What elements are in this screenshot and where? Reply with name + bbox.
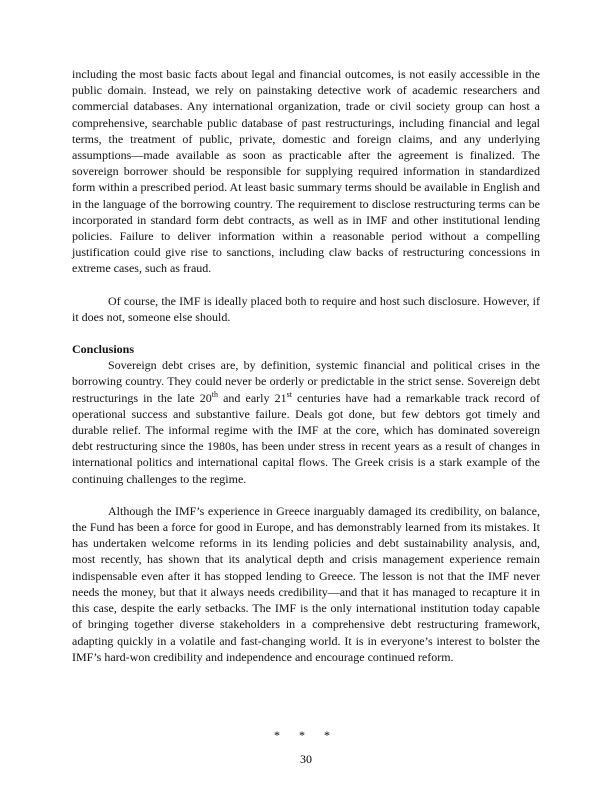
paragraph-imf-placement: Of course, the IMF is ideally placed both to require and host such disclosure. However, if it does not, someone else should. [72, 293, 540, 324]
paragraph-disclosure: including the most basic facts about legal and financial outcomes, is not easily accessible in the public domain. Instead, we rely on painstaking detective work of academic researchers and commercial databases. Any international organization, trade or civil society group can host a comprehensive, searchable public database of past restructurings, including financial and legal terms, the treatment of public, private, domestic and foreign claims, and any underlying assumptions—made available as soon as practicable after the agreement is finalized. The sovereign borrower should be responsible for supplying required information in standardized form within a prescribed period. At least basic summary terms should be available in English and in the language of the borrowing country. The requirement to disclose restructuring terms can be incorporated in standard form debt contracts, as well as in IMF and other institutional lending policies. Failure to deliver information within a reasonable period without a compelling justification could give rise to sanctions, including claw backs of restructuring concessions in extreme cases, such as fraud. [72, 67, 540, 276]
section-separator: * * * [274, 728, 338, 742]
page-number: 30 [300, 752, 312, 766]
superscript-th: th [211, 389, 218, 399]
paragraph-imf-greece: Although the IMF’s experience in Greece inarguably damaged its credibility, on balance, the Fund has been a force for good in Europe, and has demonstrably learned from its mistakes. It has undertaken welcome reforms in its lending policies and debt sustainability analysis, and, most recently, has shown that its analytical depth and crisis management experience remain indispensable even after it has stopped lending to Greece. The lesson is not that the IMF never needs the money, but that it always needs credibility—and that it has managed to recapture it in this case, despite the early setbacks. The IMF is the only international institution today capable of bringing together diverse stakeholders in a comprehensive debt restructuring framework, adapting quickly in a volatile and fast-changing world. It is in everyone’s interest to bolster the IMF’s hard-won credibility and independence and encourage continued reform. [72, 503, 540, 664]
paragraph-text-part: centuries have had a remarkable track record of operational success and substantive failure. Deals got done, but few debtors got timely and durable relief. The informal regime with the IMF at the core, which has dominated sovereign debt restructuring since the 1980s, has been under stress in recent years as a result of changes in international politics and international capital flows. The Greek crisis is a stark example of the continuing challenges to the regime. [72, 390, 541, 486]
section-heading-conclusions: Conclusions [72, 342, 135, 357]
superscript-st: st [286, 389, 292, 399]
paragraph-sovereign-crises [72, 357, 540, 487]
paragraph-text-part: and early 21 [217, 390, 287, 405]
document-body [72, 66, 540, 665]
paragraph-text-part: Sovereign debt crises are, by definition, systemic financial and political crises in the borrowing country. They could never be orderly or predictable in the strict sense. Sovereign debt restructurings in the late 20 [72, 358, 540, 405]
